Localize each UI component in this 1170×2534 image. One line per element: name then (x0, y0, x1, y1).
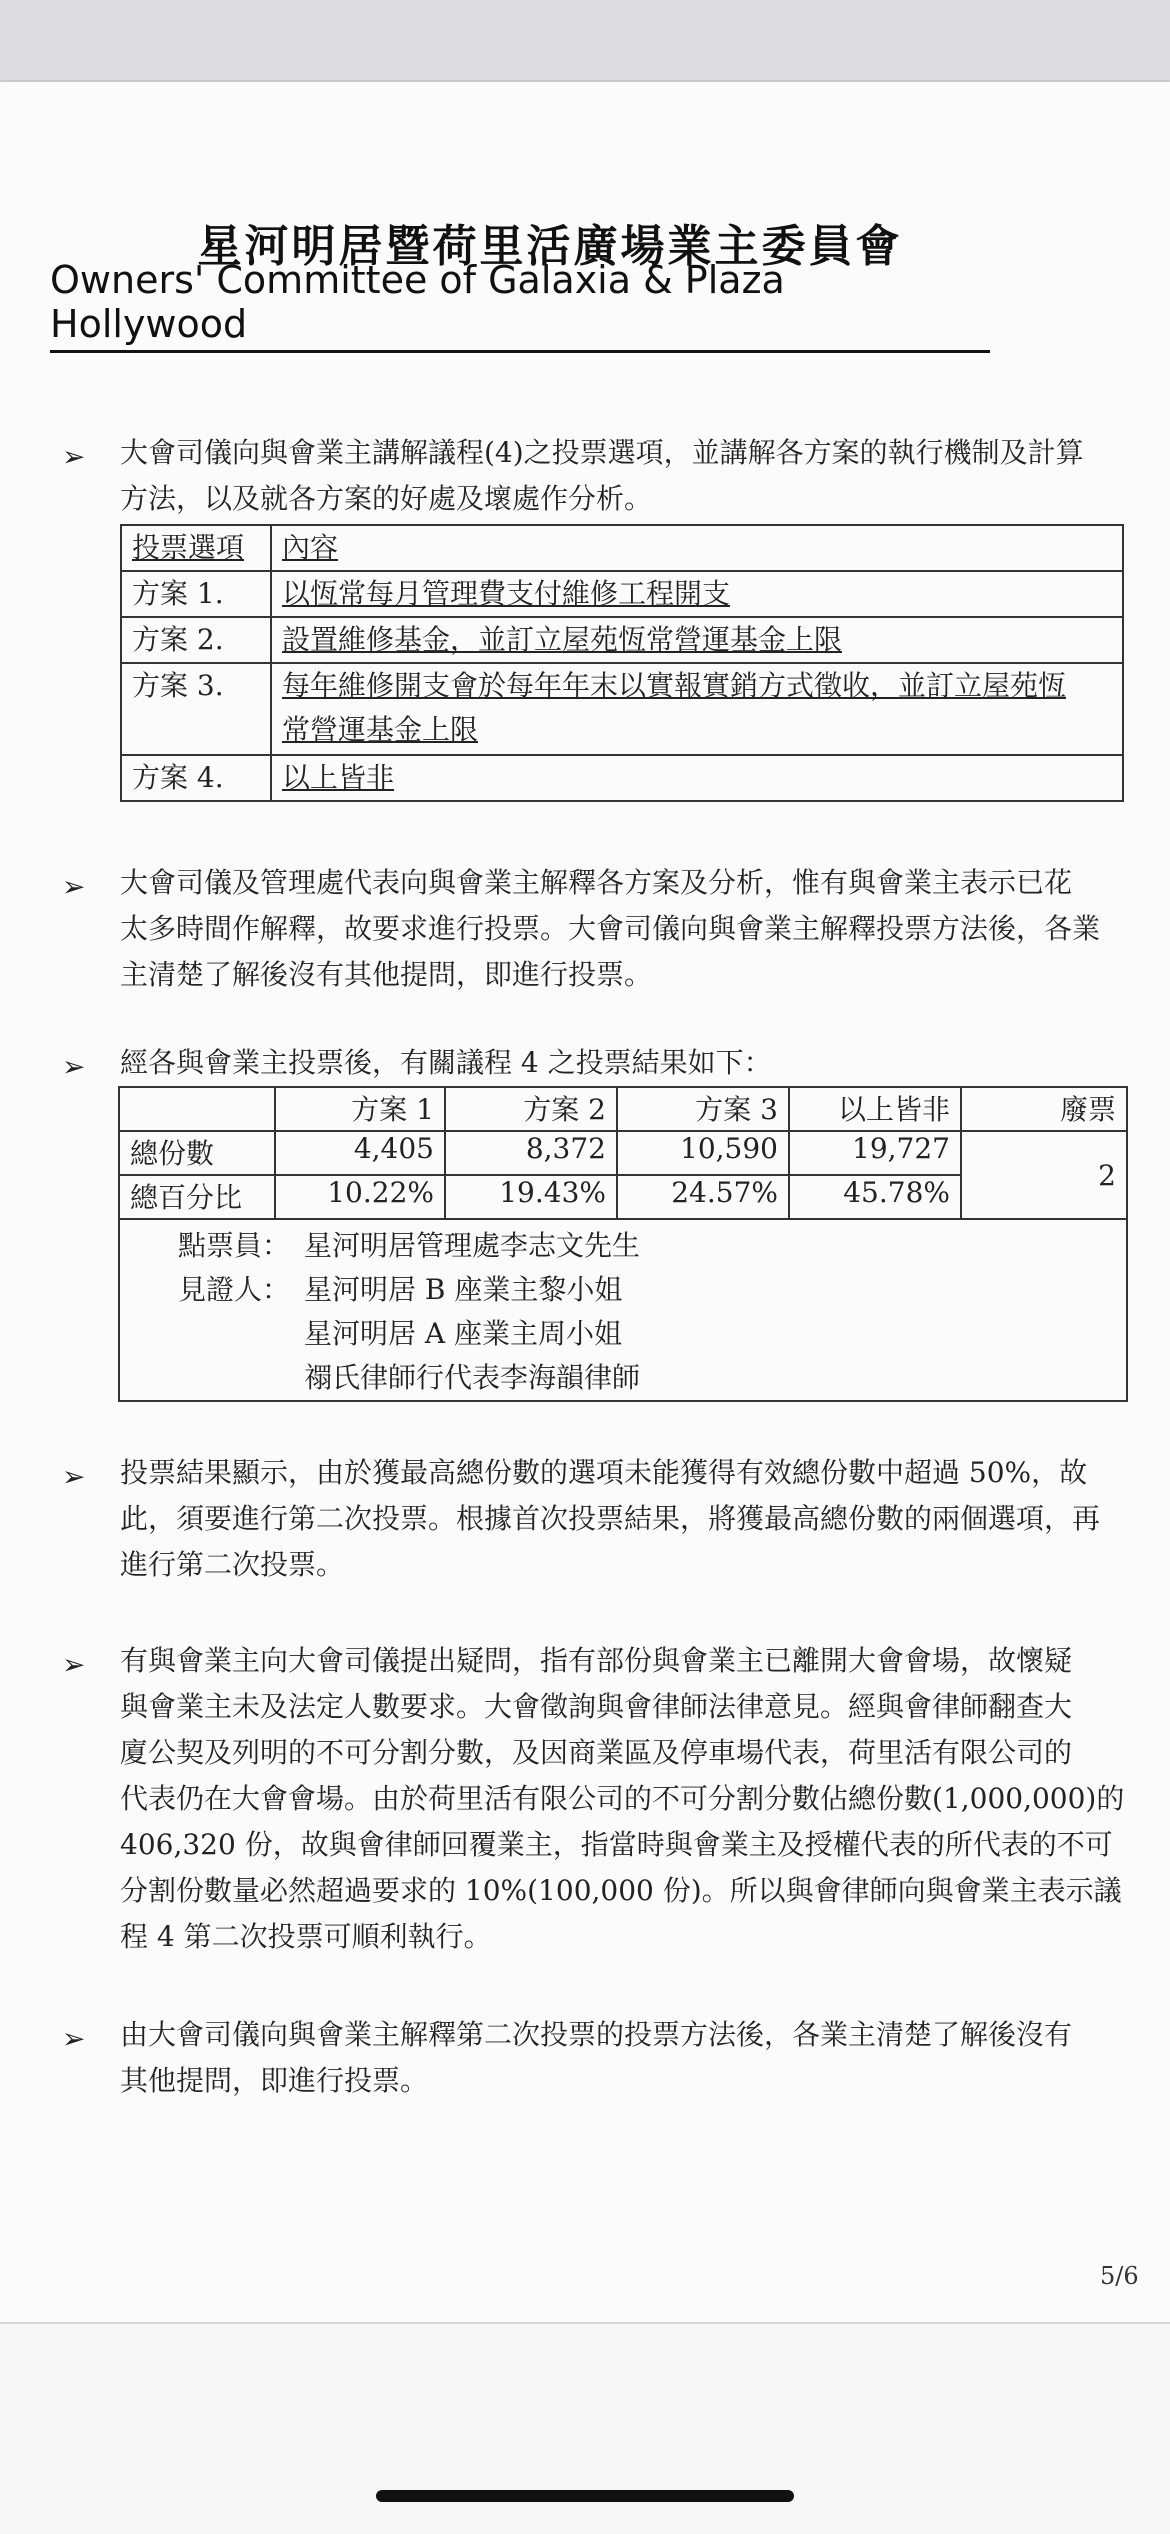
paragraph-second-vote: 投票結果顯示，由於獲最高總份數的選項未能獲得有效總份數中超過 50%，故 此，須要進行第二次投票。根據首次投票結果，將獲最高總份數的兩個選項，再 進行第二次投票。 (120, 1456, 1101, 1581)
void-votes-cell: 2 (961, 1131, 1127, 1219)
committee-title-chinese: 星河明居暨荷里活廣場業主委員會 (197, 221, 903, 272)
bullet-arrow-icon: ➢ (62, 440, 86, 473)
committee-title-english: Owners' Committee of Galaxia & Plaza Hollywood (50, 258, 990, 353)
viewer-bottom-area (0, 2322, 1170, 2534)
paragraph-second-vote-method: 由大會司儀向與會業主解釋第二次投票的投票方法後，各業主清楚了解後沒有 其他提問，即進行投票。 (120, 2018, 1073, 2097)
column-header: 方案 1 (275, 1087, 445, 1131)
home-indicator[interactable] (376, 2490, 794, 2502)
table-header: 內容 (271, 525, 1123, 571)
table-row: 方案 1. 以恆常每月管理費支付維修工程開支 (121, 571, 1123, 617)
column-header: 方案 2 (445, 1087, 617, 1131)
bullet-arrow-icon: ➢ (62, 2022, 86, 2055)
counter-label: 點票員： (177, 1229, 290, 1262)
witness-label: 見證人： (177, 1273, 290, 1306)
paragraph-results-intro: 經各與會業主投票後，有關議程 4 之投票結果如下： (120, 1046, 772, 1079)
table-row: 總百分比 10.22% 19.43% 24.57% 45.78% (119, 1175, 1127, 1219)
paragraph-quorum: 有與會業主向大會司儀提出疑問，指有部份與會業主已離開大會會場，故懷疑 與會業主未及法定人數要求。大會徵詢與會律師法律意見。經與會律師翻查大 廈公契及列明的不可分割分數，及因商業區及停車場代表，荷里活有限公司的 代表仍在大會會場。由於荷里活有限公司的不可分割分數佔總份數(1,000,000)的 406,320 份，故與會律師回覆業主，指當時與會業主及授權代表的所代表的不可 分割份數量必然超過要求的 10%(100,000 份)。所以與會律師向與會業主表示議 程 4 第二次投票可順利執行。 (120, 1644, 1125, 1953)
paragraph-explanation: 大會司儀及管理處代表向與會業主解釋各方案及分析，惟有與會業主表示已花 太多時間作解釋，故要求進行投票。大會司儀向與會業主解釋投票方法後，各業 主清楚了解後沒有其他提問，即進行投票。 (120, 866, 1101, 991)
witness-name: 禤氏律師行代表李海韻律師 (304, 1361, 641, 1394)
column-header: 方案 3 (617, 1087, 789, 1131)
table-row: 方案 2. 設置維修基金，並訂立屋苑恆常營運基金上限 (121, 617, 1123, 663)
table-row: 總份數 4,405 8,372 10,590 19,727 2 (119, 1131, 1127, 1175)
voting-results-table (118, 1086, 1128, 1402)
table-row: 方案 4. 以上皆非 (121, 755, 1123, 801)
voting-options-table (120, 524, 1124, 802)
paragraph-agenda-options: 大會司儀向與會業主講解議程(4)之投票選項，並講解各方案的執行機制及計算 方法，以及就各方案的好處及壞處作分析。 (120, 436, 1084, 515)
column-header: 以上皆非 (789, 1087, 961, 1131)
table-header: 投票選項 (121, 525, 271, 571)
witness-name: 星河明居 A 座業主周小姐 (304, 1317, 623, 1350)
bullet-arrow-icon: ➢ (62, 870, 86, 903)
bullet-arrow-icon: ➢ (62, 1648, 86, 1681)
bullet-arrow-icon: ➢ (62, 1460, 86, 1493)
page-number: 5/6 (1100, 2262, 1139, 2290)
bullet-arrow-icon: ➢ (62, 1050, 86, 1083)
column-header: 廢票 (961, 1087, 1127, 1131)
counter-name: 星河明居管理處李志文先生 (304, 1229, 641, 1262)
signatories-cell (119, 1219, 1127, 1401)
table-row: 方案 3. 每年維修開支會於每年年末以實報實銷方式徵收，並訂立屋苑恆 常營運基金上限 (121, 663, 1123, 755)
viewer-top-bar (0, 0, 1170, 82)
witness-name: 星河明居 B 座業主黎小姐 (304, 1273, 623, 1306)
